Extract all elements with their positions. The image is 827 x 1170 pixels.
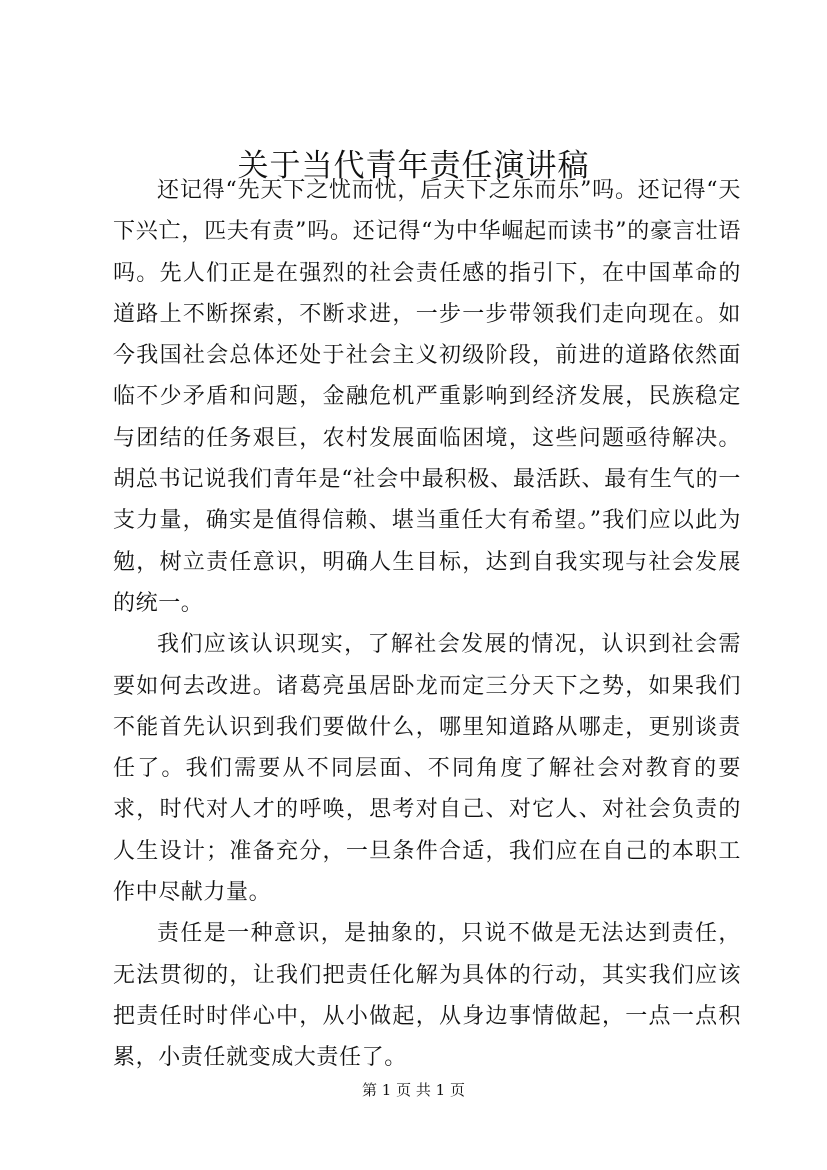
paragraph-1: 还记得“先天下之忧而忧，后天下之乐而乐”吗。还记得“天下兴亡，匹夫有责”吗。还记得“为中华崛起而读书”的豪言壮语吗。先人们正是在强烈的社会责任感的指引下，在中国革命的道路上不断探索，不断求进，一步一步带领我们走向现在。如今我国社会总体还处于社会主义初级阶段，前进的道路依然面临不少矛盾和问题，金融危机严重影响到经济发展，民族稳定与团结的任务艰巨，农村发展面临困境，这些问题亟待解决。胡总书记说我们青年是“社会中最积极、最活跃、最有生气的一支力量，确实是值得信赖、堪当重任大有希望。”我们应以此为勉，树立责任意识，明确人生目标，达到自我实现与社会发展的统一。 — [113, 178, 741, 616]
document-title: 关于当代青年责任演讲稿 — [237, 148, 590, 184]
page-number-footer: 第 1 页 共 1 页 — [362, 1081, 465, 1099]
document-body — [113, 170, 741, 1079]
paragraph-2: 我们应该认识现实，了解社会发展的情况，认识到社会需要如何去改进。诸葛亮虽居卧龙而定三分天下之势，如果我们不能首先认识到我们要做什么，哪里知道路从哪走，更别谈责任了。我们需要从不同层面、不同角度了解社会对教育的要求，时代对人才的呼唤，思考对自己、对它人、对社会负责的人生设计；准备充分，一旦条件合适，我们应在自己的本职工作中尽献力量。 — [113, 632, 741, 906]
paragraph-3: 责任是一种意识，是抽象的，只说不做是无法达到责任，无法贯彻的，让我们把责任化解为具体的行动，其实我们应该把责任时时伴心中，从小做起，从身边事情做起，一点一点积累，小责任就变成大责任了。 — [113, 921, 741, 1071]
